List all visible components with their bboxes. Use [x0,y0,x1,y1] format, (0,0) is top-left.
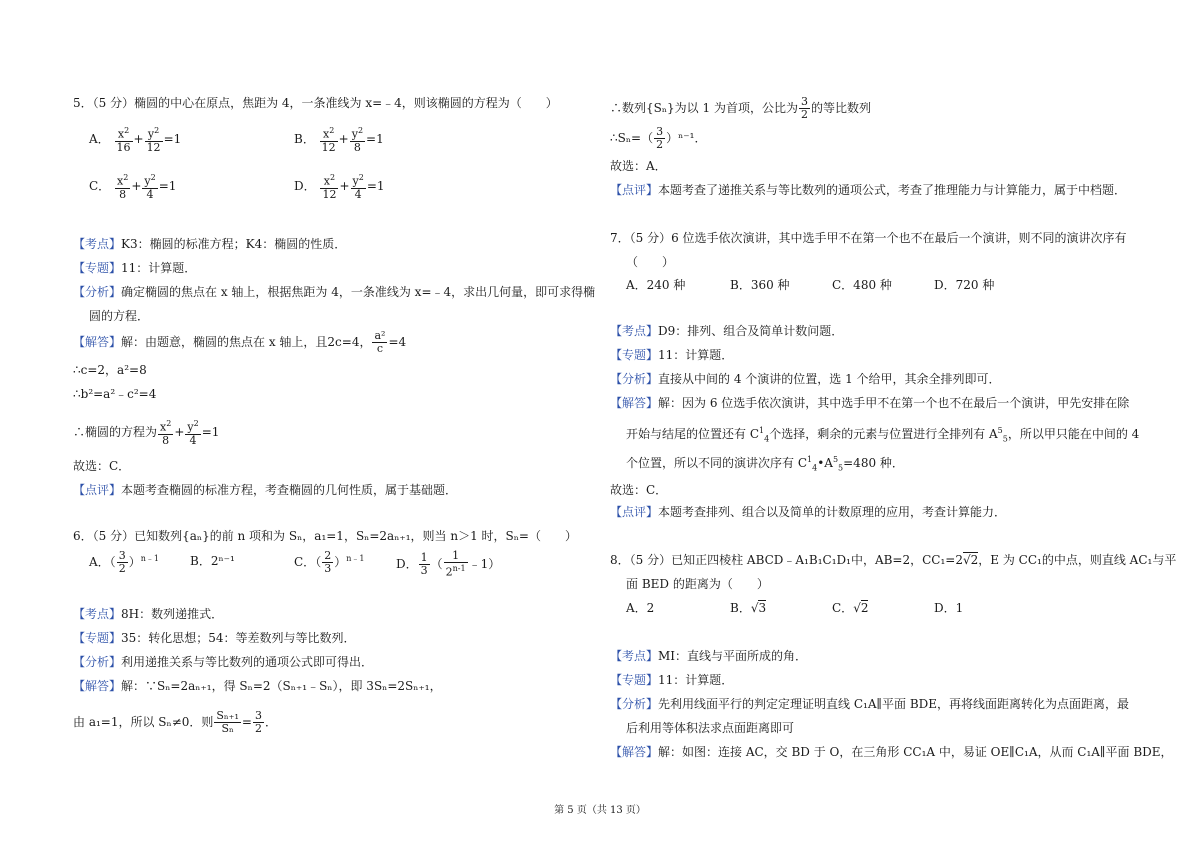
q6-dianping: 【点评】本题考查了递推关系与等比数列的通项公式，考查了推理能力与计算能力，属于中档题． [610,183,1127,197]
q5-option-b: B． $\frac{x^2}{12}$ + $\frac{y^2}{8}$ =1 [294,126,384,154]
page-footer: 第 5 页（共 13 页） [554,805,646,816]
q6-kaodian: 【考点】8H：数列递推式． [73,607,224,621]
q8-kaodian: 【考点】MI：直线与平面所成的角． [610,649,808,663]
q5-fenxi: 【分析】确定椭圆的焦点在 x 轴上，根据焦距为 4，一条准线为 x=﹣4，求出几何量，即可求得椭 [73,285,596,299]
q5-option-c: C． $\frac{x^2}{8}$ + $\frac{y^2}{4}$ =1 [89,173,177,201]
q5-answer: 故选：C． [73,459,131,473]
q6-zhuanti: 【专题】35：转化思想；54：等差数列与等比数列． [73,631,356,645]
q8-stem: 8．（5 分）已知正四棱柱 ABCD﹣A₁B₁C₁D₁中，AB=2，CC₁=2√2，E 为 CC₁的中点，则直线 AC₁与平 [610,553,1177,567]
q5-step1: ∴c=2，a²=8 [73,363,147,377]
q7-zhuanti: 【专题】11：计算题． [610,348,734,362]
q5-option-a: A． $\frac{x^2}{16}$ + $\frac{y^2}{12}$ =1 [89,126,182,154]
q7-option-d: D．720 种 [934,278,995,292]
q7-dianping: 【点评】本题考查排列、组合以及简单的计数原理的应用，考查计算能力． [610,505,1007,519]
q7-kaodian: 【考点】D9：排列、组合及简单计数问题． [610,324,844,338]
q5-kaodian: 【考点】K3：椭圆的标准方程；K4：椭圆的性质． [73,237,347,251]
q7-jieda-2: 开始与结尾的位置还有 $C^1_4$个选择，剩余的元素与位置进行全排列有 $A^5_5$，所以甲只能在中间的 4 [626,426,1140,444]
q6-option-d: D． $\frac{1}{3}$ （ $\frac{1}{2^{n-1}}$ ﹣1） [396,549,501,579]
q5-zhuanti: 【专题】11：计算题． [73,261,197,275]
q8-option-b: B．√3 [730,601,767,615]
q5-fenxi-cont: 圆的方程． [89,309,150,323]
q5-step2: ∴b²=a²﹣c²=4 [73,387,157,401]
q5-option-d: D． $\frac{x^2}{12}$ + $\frac{y^2}{4}$ =1 [294,173,385,201]
q7-jieda-3: 个位置，所以不同的演讲次序有 $C^1_4•A^5_5=480$ 种． [626,455,904,473]
q8-option-d: D．1 [934,601,964,615]
q6-cont-2: ∴Sₙ=（ $\frac{3}{2}$ ）ⁿ⁻¹． [610,125,707,151]
q8-zhuanti: 【专题】11：计算题． [610,673,734,687]
q6-stem: 6．（5 分）已知数列{aₙ}的前 n 项和为 Sₙ，a₁=1，Sₙ=2aₙ₊₁，则当 n＞1 时，Sₙ=（ ） [73,529,577,543]
q5-step3: ∴椭圆的方程为 $\frac{x^2}{8}$ + $\frac{y^2}{4}$ =1 [73,419,220,447]
q8-fenxi-cont: 后利用等体积法求点面距离即可 [626,721,795,735]
q5-jieda: 【解答】解：由题意，椭圆的焦点在 x 轴上，且2c=4， $\frac{\text{a²}}{c}$ =4 [73,329,407,355]
q7-answer: 故选：C． [610,483,668,497]
q8-jieda: 【解答】解：如图：连接 AC，交 BD 于 O，在三角形 CC₁A 中，易证 OE∥C₁A，从而 C₁A∥平面 BDE， [610,745,1173,759]
q7-fenxi: 【分析】直接从中间的 4 个演讲的位置，选 1 个给甲，其余全排列即可． [610,372,1001,386]
q6-option-c: C．（ $\frac{2}{3}$ ）$^{n﹣1}$ [294,549,365,575]
q7-option-b: B．360 种 [730,278,790,292]
q8-option-c: C．√2 [832,601,869,615]
q7-jieda: 【解答】解：因为 6 位选手依次演讲，其中选手甲不在第一个也不在最后一个演讲，甲先安排在除 [610,396,1130,410]
q6-jieda-last: 由 a₁=1，所以 Sₙ≠0．则 $\frac{\text{Sₙ₊₁}}{\text{Sₙ}}$ = $\frac{3}{2}$ ． [73,709,277,735]
q7-stem-cont: （ ） [626,255,675,269]
q6-cont-1: ∴数列{Sₙ}为以 1 为首项，公比为 $\frac{3}{2}$ 的等比数列 [610,95,871,121]
q5-stem: 5．（5 分）椭圆的中心在原点，焦距为 4，一条准线为 x=﹣4，则该椭圆的方程为（ ） [73,96,558,110]
q8-option-a: A．2 [626,601,655,615]
q6-option-a: A．（ $\frac{3}{2}$ ）$^{n﹣1}$ [89,549,159,575]
q7-option-c: C．480 种 [832,278,892,292]
q6-option-b: B．2ⁿ⁻¹ [190,554,235,568]
q6-jieda: 【解答】解：∵Sₙ=2aₙ₊₁，得 Sₙ=2（Sₙ₊₁﹣Sₙ），即 3Sₙ=2Sₙ₊₁， [73,679,442,693]
q6-fenxi: 【分析】利用递推关系与等比数列的通项公式即可得出． [73,655,374,669]
q7-option-a: A．240 种 [626,278,686,292]
q8-stem-cont: 面 BED 的距离为（ ） [626,577,769,591]
q5-dianping: 【点评】本题考查椭圆的标准方程，考查椭圆的几何性质，属于基础题． [73,483,458,497]
q6-answer: 故选：A． [610,159,667,173]
q8-fenxi: 【分析】先利用线面平行的判定定理证明直线 C₁A∥平面 BDE，再将线面距离转化为点面距离，最 [610,697,1130,711]
q7-stem: 7．（5 分）6 位选手依次演讲，其中选手甲不在第一个也不在最后一个演讲，则不同的演讲次序有 [610,231,1127,245]
